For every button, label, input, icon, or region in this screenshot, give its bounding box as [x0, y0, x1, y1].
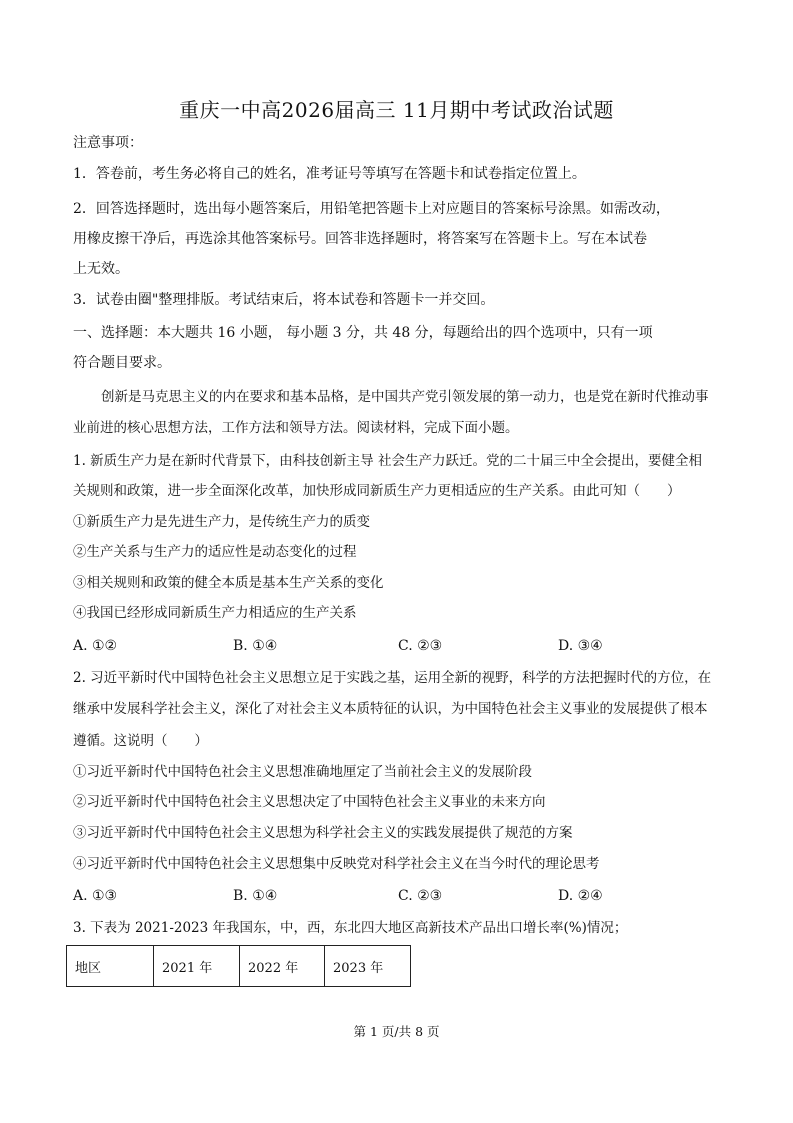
q1-line-1: 1. 新质生产力是在新时代背景下，由科技创新主导 社会生产力跃迁。党的二十届三中全会提出，要健全相 — [73, 453, 702, 469]
q2-option-b: B. ①④ — [233, 888, 278, 904]
q2-option-d: D. ②④ — [558, 888, 603, 904]
q1-option-b: B. ①④ — [233, 638, 278, 654]
table-header-cell: 2022 年 — [240, 946, 325, 987]
notice-item-3: 3．试卷由圈"整理排版。考试结束后，将本试卷和答题卡一并交回。 — [73, 292, 495, 308]
intro-line-2: 业前进的核心思想方法，工作方法和领导方法。阅读材料，完成下面小题。 — [73, 420, 519, 436]
q2-statement-2: ②习近平新时代中国特色社会主义思想决定了中国特色社会主义事业的未来方向 — [73, 794, 546, 810]
notice-item-2-line-2: 用橡皮擦干净后，再选涂其他答案标号。回答非选择题时，将答案写在答题卡上。写在本试卷 — [73, 231, 647, 247]
q2-statement-1: ①习近平新时代中国特色社会主义思想准确地厘定了当前社会主义的发展阶段 — [73, 764, 532, 780]
q2-statement-3: ③习近平新时代中国特色社会主义思想为科学社会主义的实践发展提供了规范的方案 — [73, 825, 573, 841]
q2-option-a: A. ①③ — [73, 888, 118, 904]
page-footer: 第 1 页/共 8 页 — [353, 1024, 440, 1039]
notice-item-2-line-3: 上无效。 — [73, 261, 129, 277]
q1-option-a: A. ①② — [73, 638, 118, 654]
section-1-line-2: 符合题目要求。 — [73, 355, 171, 371]
table-header-cell: 地区 — [67, 946, 154, 987]
table-header-cell: 2023 年 — [325, 946, 411, 987]
q3-line-1: 3. 下表为 2021-2023 年我国东，中，西，东北四大地区高新技术产品出口增长率(%)情况； — [73, 920, 628, 936]
q2-statement-4: ④习近平新时代中国特色社会主义思想集中反映党对科学社会主义在当今时代的理论思考 — [73, 856, 600, 872]
q1-statement-3: ③相关规则和政策的健全本质是基本生产关系的变化 — [73, 575, 384, 591]
notice-item-1: 1．答卷前，考生务必将自己的姓名，准考证号等填写在答题卡和试卷指定位置上。 — [73, 166, 586, 182]
q1-option-d: D. ③④ — [558, 638, 603, 654]
page-title: 重庆一中高2026届高三 11月期中考试政治试题 — [179, 98, 614, 122]
notice-heading: 注意事项： — [73, 135, 143, 151]
q3-table — [66, 945, 411, 987]
q2-option-c: C. ②③ — [398, 888, 443, 904]
table-header-row — [67, 946, 411, 987]
section-1-line-1: 一、选择题：本大题共 16 小题， 每小题 3 分，共 48 分，每题给出的四个选项中，只有一项 — [73, 325, 653, 341]
q1-line-2: 关规则和政策，进一步全面深化改革，加快形成同新质生产力更相适应的生产关系。由此可知（ ） — [73, 483, 681, 499]
q2-line-3: 遵循。这说明（ ） — [73, 733, 208, 749]
q2-line-1: 2. 习近平新时代中国特色社会主义思想立足于实践之基，运用全新的视野，科学的方法把握时代的方位，在 — [73, 670, 712, 686]
q1-statement-1: ①新质生产力是先进生产力，是传统生产力的质变 — [73, 514, 370, 530]
q1-option-c: C. ②③ — [398, 638, 443, 654]
notice-item-2-line-1: 2．回答选择题时，选出每小题答案后，用铅笔把答题卡上对应题目的答案标号涂黑。如需改动， — [73, 201, 670, 217]
q1-statement-4: ④我国已经形成同新质生产力相适应的生产关系 — [73, 605, 357, 621]
q2-line-2: 继承中发展科学社会主义，深化了对社会主义本质特征的认识，为中国特色社会主义事业的发展提供了根本 — [73, 701, 708, 717]
q1-statement-2: ②生产关系与生产力的适应性是动态变化的过程 — [73, 544, 357, 560]
intro-line-1: 创新是马克思主义的内在要求和基本品格，是中国共产党引领发展的第一动力，也是党在新时代推动事 — [101, 389, 709, 405]
table-header-cell: 2021 年 — [154, 946, 240, 987]
